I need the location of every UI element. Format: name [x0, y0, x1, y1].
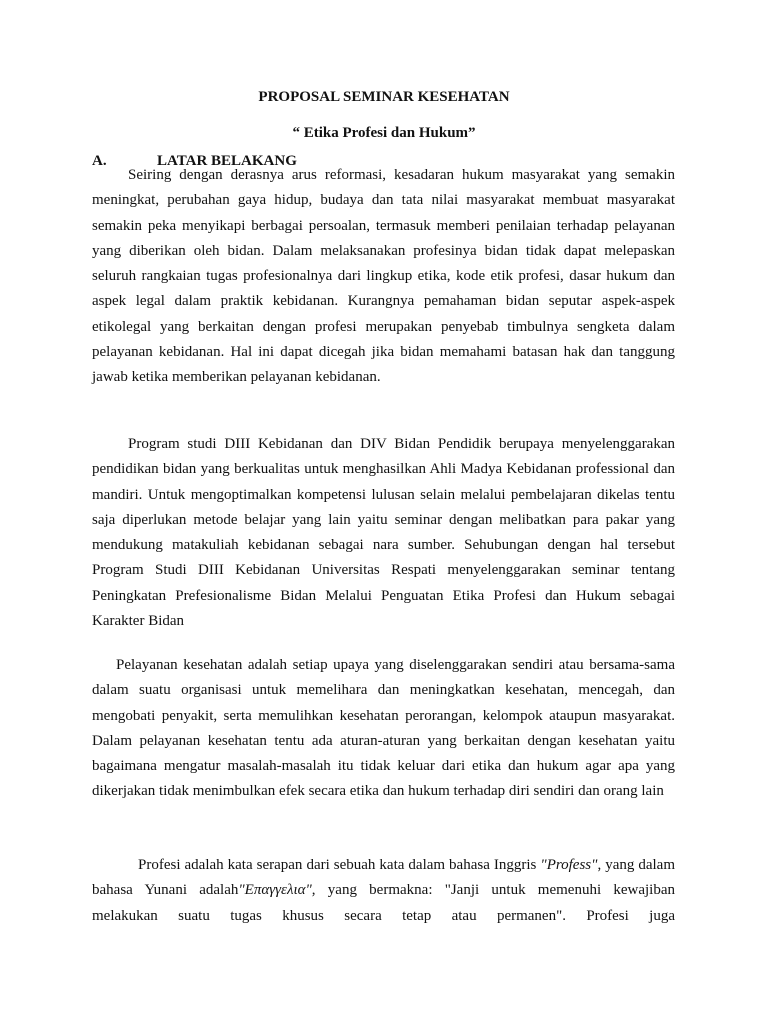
document-subtitle: “ Etika Profesi dan Hukum”	[292, 125, 476, 141]
paragraph-4-italic-greek: "Επαγγελια"	[238, 882, 312, 899]
section-title: LATAR BELAKANG	[157, 153, 297, 169]
paragraph-4-italic-profess: "Profess"	[540, 857, 598, 873]
paragraph-4	[92, 853, 675, 929]
section-number: A.	[92, 153, 107, 169]
paragraph-3: Pelayanan kesehatan adalah setiap upaya yang diselenggarakan sendiri atau bersama-sama dalam suatu organisasi untuk memelihara dan meningkatkan kesehatan, mencegah, dan mengobati penyakit, serta memulihkan kesehatan perorangan, kelompok ataupun masyarakat. Dalam pelayanan kesehatan tentu ada aturan-aturan yang berkaitan dengan kesehatan yaitu bagaimana mengatur masalah-masalah itu tidak keluar dari etika dan hukum agar apa yang dikerjakan tidak menimbulkan efek secara etika dan hukum terhadap diri sendiri dan orang lain	[92, 657, 675, 800]
document-title: PROPOSAL SEMINAR KESEHATAN	[258, 89, 510, 105]
paragraph-1: Seiring dengan derasnya arus reformasi, kesadaran hukum masyarakat yang semakin meningkat, perubahan gaya hidup, budaya dan tata nilai masyarakat membuat masyarakat semakin peka menyikapi berbagai persoalan, termasuk memberi penilaian terhadap pelayanan yang diberikan oleh bidan. Dalam melaksanakan profesinya bidan tidak dapat melepaskan seluruh rangkaian tugas profesionalnya dari lingkup etika, kode etik profesi, dasar hukum dan aspek legal dalam praktik kebidanan. Kurangnya pemahaman bidan seputar aspek-aspek etikolegal yang berkaitan dengan profesi merupakan penyebab timbulnya sengketa dalam pelayanan kebidanan. Hal ini dapat dicegah jika bidan memahami batasan hak dan tanggung jawab ketika memberikan pelayanan kebidanan.	[92, 167, 675, 386]
paragraph-4-text-3: , yang bermakna: "Janji untuk memenuhi kewajiban melakukan suatu tugas khusus secara tetap atau permanen". Profesi juga	[92, 882, 676, 924]
paragraph-4-text-1: Profesi adalah kata serapan dari sebuah kata dalam bahasa Inggris	[138, 857, 541, 873]
paragraph-2: Program studi DIII Kebidanan dan DIV Bidan Pendidik berupaya menyelenggarakan pendidikan bidan yang berkualitas untuk menghasilkan Ahli Madya Kebidanan professional dan mandiri. Untuk mengoptimalkan kompetensi lulusan selain melalui pembelajaran dikelas tentu saja diperlukan metode belajar yang lain yaitu seminar dengan melibatkan para pakar yang mendukung matakuliah kebidanan sebagai nara sumber. Sehubungan dengan hal tersebut Program Studi DIII Kebidanan Universitas Respati menyelenggarakan seminar tentang Peningkatan Prefesionalisme Bidan Melalui Penguatan Etika Profesi dan Hukum sebagai Karakter Bidan	[92, 436, 675, 630]
paragraph-4-text-2: , yang dalam bahasa Yunani adalah	[92, 857, 676, 899]
